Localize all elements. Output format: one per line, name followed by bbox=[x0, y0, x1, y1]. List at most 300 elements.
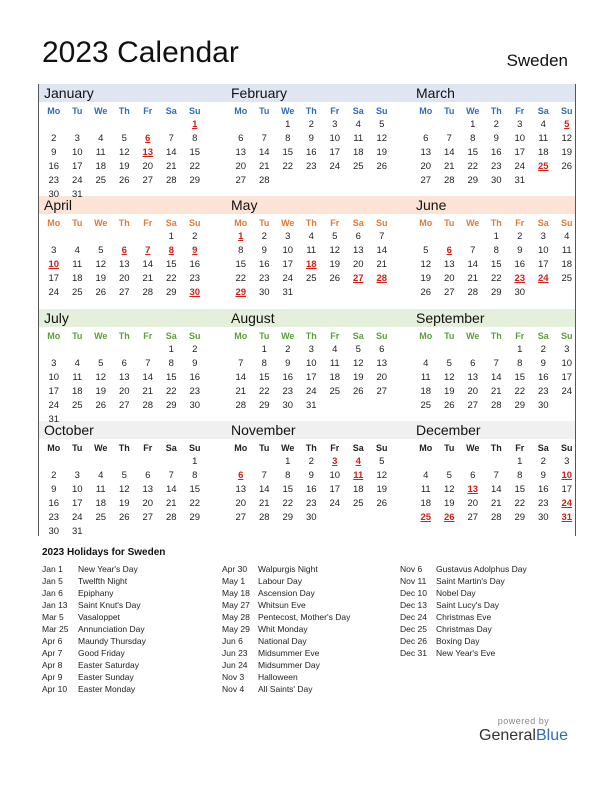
weekday-header: Tu bbox=[444, 443, 455, 453]
day-cell: 27 bbox=[376, 386, 388, 397]
month-february bbox=[227, 84, 397, 188]
day-cell: 25 bbox=[305, 273, 317, 284]
day-cell: 21 bbox=[142, 386, 154, 397]
empty-cell bbox=[438, 118, 462, 132]
day-cell: 13 bbox=[420, 147, 432, 158]
day-cell: 2 bbox=[308, 119, 314, 130]
weekday-header: Su bbox=[188, 218, 201, 228]
day-cell: 31 bbox=[305, 400, 317, 411]
day-cell: 22 bbox=[514, 386, 526, 397]
holiday-day: 24 bbox=[537, 273, 549, 284]
day-cell: 7 bbox=[379, 231, 385, 242]
empty-cell bbox=[42, 230, 66, 244]
month-days-grid bbox=[42, 330, 210, 427]
weekday-header: We bbox=[466, 443, 480, 453]
day-cell: 3 bbox=[308, 344, 314, 355]
holiday-row bbox=[400, 623, 527, 635]
day-cell: 20 bbox=[467, 386, 479, 397]
day-cell: 27 bbox=[467, 512, 479, 523]
day-cell: 17 bbox=[71, 161, 83, 172]
day-cell: 31 bbox=[48, 414, 60, 425]
day-cell: 6 bbox=[238, 133, 244, 144]
day-cell: 17 bbox=[561, 372, 573, 383]
month-november bbox=[227, 421, 397, 525]
day-cell: 11 bbox=[353, 133, 364, 144]
day-cell: 21 bbox=[142, 273, 154, 284]
day-cell: 19 bbox=[95, 386, 107, 397]
month-name: December bbox=[416, 422, 481, 438]
day-cell: 20 bbox=[443, 273, 455, 284]
day-cell: 19 bbox=[376, 147, 388, 158]
day-cell: 2 bbox=[493, 119, 499, 130]
day-cell: 8 bbox=[261, 358, 267, 369]
day-cell: 20 bbox=[376, 372, 388, 383]
holiday-row bbox=[42, 623, 146, 635]
day-cell: 25 bbox=[95, 512, 107, 523]
empty-cell bbox=[414, 343, 438, 357]
day-cell: 23 bbox=[189, 273, 201, 284]
day-cell: 14 bbox=[467, 259, 479, 270]
weekday-header: Fr bbox=[330, 443, 340, 453]
weekday-header: Sa bbox=[165, 331, 177, 341]
empty-cell bbox=[414, 455, 438, 469]
weekday-header: Mo bbox=[419, 218, 433, 228]
day-cell: 8 bbox=[470, 133, 476, 144]
day-cell: 27 bbox=[235, 512, 247, 523]
day-cell: 17 bbox=[282, 259, 294, 270]
holiday-day: 13 bbox=[142, 147, 154, 158]
day-cell: 8 bbox=[285, 470, 291, 481]
weekday-header: Fr bbox=[143, 106, 153, 116]
weekday-header: Mo bbox=[234, 218, 248, 228]
month-january bbox=[40, 84, 210, 202]
holiday-day: 26 bbox=[443, 512, 455, 523]
day-cell: 10 bbox=[514, 133, 526, 144]
day-cell: 28 bbox=[443, 175, 455, 186]
empty-cell bbox=[113, 118, 137, 132]
holiday-row bbox=[42, 575, 146, 587]
holiday-day: 4 bbox=[355, 456, 361, 467]
holiday-date: Nov 3 bbox=[222, 672, 245, 682]
empty-cell bbox=[438, 455, 462, 469]
holiday-date: Apr 8 bbox=[42, 660, 63, 670]
holiday-name: Gustavus Adolphus Day bbox=[436, 564, 527, 574]
day-cell: 7 bbox=[145, 358, 151, 369]
day-cell: 9 bbox=[261, 245, 267, 256]
day-cell: 8 bbox=[285, 133, 291, 144]
weekday-header: Th bbox=[118, 331, 130, 341]
day-cell: 10 bbox=[537, 245, 549, 256]
day-cell: 12 bbox=[376, 133, 388, 144]
holiday-date: Dec 26 bbox=[400, 636, 427, 646]
day-cell: 3 bbox=[564, 456, 570, 467]
holiday-name: Easter Monday bbox=[78, 684, 136, 694]
month-october bbox=[40, 421, 210, 539]
weekday-header: Th bbox=[118, 218, 130, 228]
day-cell: 10 bbox=[48, 372, 60, 383]
day-cell: 10 bbox=[329, 470, 341, 481]
holiday-day: 29 bbox=[235, 287, 247, 298]
day-cell: 11 bbox=[95, 147, 106, 158]
holiday-date: Nov 11 bbox=[400, 576, 427, 586]
weekday-header: Fr bbox=[330, 218, 340, 228]
day-cell: 16 bbox=[48, 498, 60, 509]
day-cell: 17 bbox=[329, 147, 341, 158]
month-name: March bbox=[416, 85, 455, 101]
holiday-date: May 28 bbox=[222, 612, 250, 622]
day-cell: 27 bbox=[142, 512, 154, 523]
day-cell: 7 bbox=[470, 245, 476, 256]
weekday-header: Mo bbox=[234, 106, 248, 116]
month-july bbox=[40, 309, 210, 427]
day-cell: 29 bbox=[189, 175, 201, 186]
day-cell: 19 bbox=[352, 372, 364, 383]
holiday-date: May 1 bbox=[222, 576, 246, 586]
day-cell: 21 bbox=[490, 386, 502, 397]
empty-cell bbox=[42, 343, 66, 357]
day-cell: 19 bbox=[118, 161, 130, 172]
weekday-header: Tu bbox=[72, 106, 83, 116]
day-cell: 11 bbox=[538, 133, 549, 144]
weekday-header: We bbox=[466, 106, 480, 116]
day-cell: 7 bbox=[238, 358, 244, 369]
weekday-header: We bbox=[94, 331, 108, 341]
day-cell: 6 bbox=[379, 344, 385, 355]
day-cell: 3 bbox=[540, 231, 546, 242]
holiday-name: Saint Knut's Day bbox=[78, 600, 141, 610]
day-cell: 12 bbox=[95, 372, 107, 383]
day-cell: 18 bbox=[352, 484, 364, 495]
empty-cell bbox=[136, 455, 160, 469]
day-cell: 22 bbox=[490, 273, 502, 284]
day-cell: 18 bbox=[71, 386, 83, 397]
day-cell: 26 bbox=[561, 161, 573, 172]
holiday-date: Jan 1 bbox=[42, 564, 63, 574]
day-cell: 23 bbox=[490, 161, 502, 172]
weekday-header: Sa bbox=[537, 443, 549, 453]
holiday-day: 6 bbox=[446, 245, 452, 256]
day-cell: 21 bbox=[235, 386, 247, 397]
day-cell: 14 bbox=[258, 484, 270, 495]
holiday-column bbox=[42, 563, 146, 695]
month-may bbox=[227, 196, 397, 300]
holiday-name: Midsummer Day bbox=[258, 660, 320, 670]
day-cell: 15 bbox=[235, 259, 247, 270]
empty-cell bbox=[89, 118, 113, 132]
holiday-name: Christmas Eve bbox=[436, 612, 492, 622]
day-cell: 5 bbox=[446, 358, 452, 369]
month-days-grid bbox=[229, 442, 397, 525]
empty-cell bbox=[136, 230, 160, 244]
day-cell: 21 bbox=[443, 161, 455, 172]
day-cell: 7 bbox=[493, 358, 499, 369]
holiday-date: May 18 bbox=[222, 588, 250, 598]
day-cell: 8 bbox=[517, 358, 523, 369]
day-cell: 13 bbox=[235, 147, 247, 158]
day-cell: 2 bbox=[517, 231, 523, 242]
holiday-date: Mar 25 bbox=[42, 624, 69, 634]
weekday-header: Sa bbox=[352, 218, 364, 228]
day-cell: 3 bbox=[74, 133, 80, 144]
day-cell: 26 bbox=[95, 287, 107, 298]
weekday-header: Sa bbox=[352, 443, 364, 453]
day-cell: 3 bbox=[51, 245, 57, 256]
holiday-day: 1 bbox=[238, 231, 244, 242]
month-days-grid bbox=[414, 442, 582, 525]
day-cell: 29 bbox=[189, 512, 201, 523]
day-cell: 29 bbox=[165, 400, 177, 411]
day-cell: 7 bbox=[493, 470, 499, 481]
empty-cell bbox=[89, 343, 113, 357]
day-cell: 5 bbox=[423, 245, 429, 256]
month-name: November bbox=[231, 422, 296, 438]
empty-cell bbox=[66, 455, 90, 469]
day-cell: 24 bbox=[329, 161, 341, 172]
day-cell: 8 bbox=[168, 358, 174, 369]
holiday-name: Whit Monday bbox=[258, 624, 308, 634]
day-cell: 4 bbox=[332, 344, 338, 355]
empty-cell bbox=[229, 118, 253, 132]
day-cell: 4 bbox=[74, 358, 80, 369]
month-days-grid bbox=[42, 442, 210, 539]
day-cell: 5 bbox=[121, 133, 127, 144]
holiday-row bbox=[42, 587, 146, 599]
day-cell: 28 bbox=[165, 512, 177, 523]
month-days-grid bbox=[42, 105, 210, 202]
month-name: July bbox=[44, 310, 69, 326]
day-cell: 16 bbox=[514, 259, 526, 270]
day-cell: 31 bbox=[71, 526, 83, 537]
day-cell: 23 bbox=[48, 175, 60, 186]
day-cell: 30 bbox=[258, 287, 270, 298]
day-cell: 22 bbox=[467, 161, 479, 172]
weekday-header: Su bbox=[375, 443, 388, 453]
day-cell: 30 bbox=[537, 400, 549, 411]
weekday-header: Fr bbox=[143, 218, 153, 228]
day-cell: 2 bbox=[192, 231, 198, 242]
day-cell: 7 bbox=[446, 133, 452, 144]
day-cell: 9 bbox=[308, 470, 314, 481]
day-cell: 20 bbox=[235, 161, 247, 172]
holiday-row bbox=[222, 671, 350, 683]
day-cell: 2 bbox=[540, 456, 546, 467]
month-name: February bbox=[231, 85, 288, 101]
day-cell: 26 bbox=[118, 175, 130, 186]
day-cell: 3 bbox=[332, 119, 338, 130]
holiday-name: Pentecost, Mother's Day bbox=[258, 612, 351, 622]
day-cell: 21 bbox=[165, 498, 177, 509]
empty-cell bbox=[113, 455, 137, 469]
day-cell: 9 bbox=[493, 133, 499, 144]
weekday-header: Tu bbox=[259, 106, 270, 116]
month-name: August bbox=[231, 310, 275, 326]
day-cell: 28 bbox=[235, 400, 247, 411]
weekday-header: Mo bbox=[47, 218, 61, 228]
day-cell: 27 bbox=[118, 400, 130, 411]
weekday-header: Su bbox=[375, 331, 388, 341]
holiday-date: Apr 9 bbox=[42, 672, 63, 682]
brand-name-part1: General bbox=[479, 727, 536, 744]
day-cell: 23 bbox=[189, 386, 201, 397]
day-cell: 24 bbox=[48, 400, 60, 411]
holiday-name: National Day bbox=[258, 636, 307, 646]
day-cell: 4 bbox=[355, 119, 361, 130]
day-cell: 1 bbox=[285, 119, 291, 130]
day-cell: 15 bbox=[467, 147, 479, 158]
day-cell: 31 bbox=[282, 287, 294, 298]
day-cell: 22 bbox=[165, 386, 177, 397]
day-cell: 16 bbox=[490, 147, 502, 158]
day-cell: 25 bbox=[71, 400, 83, 411]
day-cell: 16 bbox=[282, 372, 294, 383]
day-cell: 16 bbox=[537, 372, 549, 383]
empty-cell bbox=[113, 230, 137, 244]
day-cell: 26 bbox=[95, 400, 107, 411]
brand-name-part2: Blue bbox=[535, 727, 568, 744]
day-cell: 29 bbox=[258, 400, 270, 411]
holiday-row bbox=[42, 599, 146, 611]
day-cell: 28 bbox=[490, 400, 502, 411]
holiday-day: 28 bbox=[376, 273, 388, 284]
day-cell: 14 bbox=[142, 372, 154, 383]
day-cell: 24 bbox=[514, 161, 526, 172]
day-cell: 17 bbox=[305, 372, 317, 383]
day-cell: 26 bbox=[443, 400, 455, 411]
month-name: June bbox=[416, 197, 447, 213]
weekday-header: Tu bbox=[259, 443, 270, 453]
holiday-day: 1 bbox=[192, 119, 198, 130]
day-cell: 7 bbox=[261, 470, 267, 481]
holiday-day: 5 bbox=[564, 119, 570, 130]
day-cell: 17 bbox=[561, 484, 573, 495]
holiday-date: Jan 6 bbox=[42, 588, 63, 598]
holiday-name: Saint Lucy's Day bbox=[436, 600, 500, 610]
holiday-name: All Saints' Day bbox=[258, 684, 313, 694]
empty-cell bbox=[485, 455, 509, 469]
day-cell: 15 bbox=[189, 484, 201, 495]
holiday-name: New Year's Day bbox=[78, 564, 138, 574]
day-cell: 24 bbox=[329, 498, 341, 509]
day-cell: 9 bbox=[51, 484, 57, 495]
empty-cell bbox=[461, 343, 485, 357]
empty-cell bbox=[66, 230, 90, 244]
day-cell: 30 bbox=[48, 526, 60, 537]
holiday-name: Saint Martin's Day bbox=[436, 576, 505, 586]
day-cell: 17 bbox=[329, 484, 341, 495]
holiday-date: Dec 24 bbox=[400, 612, 427, 622]
holiday-name: Good Friday bbox=[78, 648, 125, 658]
holiday-row bbox=[222, 599, 350, 611]
weekday-header: Sa bbox=[165, 106, 177, 116]
holiday-row bbox=[42, 611, 146, 623]
day-cell: 18 bbox=[329, 372, 341, 383]
weekday-header: Su bbox=[375, 106, 388, 116]
day-cell: 24 bbox=[305, 386, 317, 397]
day-cell: 24 bbox=[48, 287, 60, 298]
day-cell: 12 bbox=[420, 259, 432, 270]
weekday-header: Mo bbox=[234, 331, 248, 341]
holiday-day: 23 bbox=[514, 273, 526, 284]
day-cell: 12 bbox=[352, 358, 364, 369]
day-cell: 16 bbox=[189, 259, 201, 270]
weekday-header: Su bbox=[375, 218, 388, 228]
holiday-row bbox=[42, 635, 146, 647]
day-cell: 27 bbox=[235, 175, 247, 186]
holiday-name: Christmas Day bbox=[436, 624, 492, 634]
day-cell: 19 bbox=[95, 273, 107, 284]
day-cell: 16 bbox=[305, 484, 317, 495]
weekday-header: Th bbox=[118, 443, 130, 453]
empty-cell bbox=[42, 118, 66, 132]
month-days-grid bbox=[42, 217, 210, 300]
month-days-grid bbox=[414, 217, 582, 300]
day-cell: 22 bbox=[235, 273, 247, 284]
day-cell: 16 bbox=[48, 161, 60, 172]
empty-cell bbox=[461, 230, 485, 244]
holiday-date: Jan 5 bbox=[42, 576, 63, 586]
weekday-header: Sa bbox=[352, 106, 364, 116]
day-cell: 19 bbox=[420, 273, 432, 284]
holiday-row bbox=[222, 611, 350, 623]
holiday-name: Boxing Day bbox=[436, 636, 480, 646]
holiday-date: Apr 7 bbox=[42, 648, 63, 658]
weekday-header: Mo bbox=[419, 443, 433, 453]
holiday-name: Labour Day bbox=[258, 576, 302, 586]
empty-cell bbox=[485, 343, 509, 357]
holiday-date: Jun 6 bbox=[222, 636, 243, 646]
day-cell: 21 bbox=[258, 161, 270, 172]
weekday-header: Mo bbox=[47, 443, 61, 453]
day-cell: 30 bbox=[305, 512, 317, 523]
day-cell: 29 bbox=[514, 512, 526, 523]
month-days-grid bbox=[229, 330, 397, 413]
day-cell: 25 bbox=[561, 273, 573, 284]
holidays-title: 2023 Holidays for Sweden bbox=[42, 547, 166, 558]
holiday-name: Nobel Day bbox=[436, 588, 476, 598]
day-cell: 1 bbox=[285, 456, 291, 467]
empty-cell bbox=[42, 455, 66, 469]
day-cell: 16 bbox=[258, 259, 270, 270]
holiday-row bbox=[400, 575, 527, 587]
weekday-header: Th bbox=[118, 106, 130, 116]
day-cell: 27 bbox=[467, 400, 479, 411]
day-cell: 11 bbox=[561, 245, 572, 256]
holiday-row bbox=[400, 599, 527, 611]
day-cell: 22 bbox=[165, 273, 177, 284]
empty-cell bbox=[229, 343, 253, 357]
day-cell: 20 bbox=[235, 498, 247, 509]
holiday-row bbox=[400, 587, 527, 599]
day-cell: 25 bbox=[329, 386, 341, 397]
holiday-row bbox=[400, 563, 527, 575]
holiday-day: 27 bbox=[352, 273, 364, 284]
day-cell: 4 bbox=[98, 470, 104, 481]
day-cell: 21 bbox=[376, 259, 388, 270]
holiday-name: Vasaloppet bbox=[78, 612, 120, 622]
day-cell: 4 bbox=[308, 231, 314, 242]
holiday-row bbox=[42, 671, 146, 683]
day-cell: 11 bbox=[72, 372, 83, 383]
day-cell: 23 bbox=[282, 386, 294, 397]
holiday-name: Epiphany bbox=[78, 588, 114, 598]
day-cell: 14 bbox=[142, 259, 154, 270]
day-cell: 19 bbox=[443, 498, 455, 509]
day-cell: 17 bbox=[537, 259, 549, 270]
day-cell: 22 bbox=[514, 498, 526, 509]
holiday-column bbox=[222, 563, 350, 695]
month-september bbox=[412, 309, 582, 413]
day-cell: 9 bbox=[517, 245, 523, 256]
